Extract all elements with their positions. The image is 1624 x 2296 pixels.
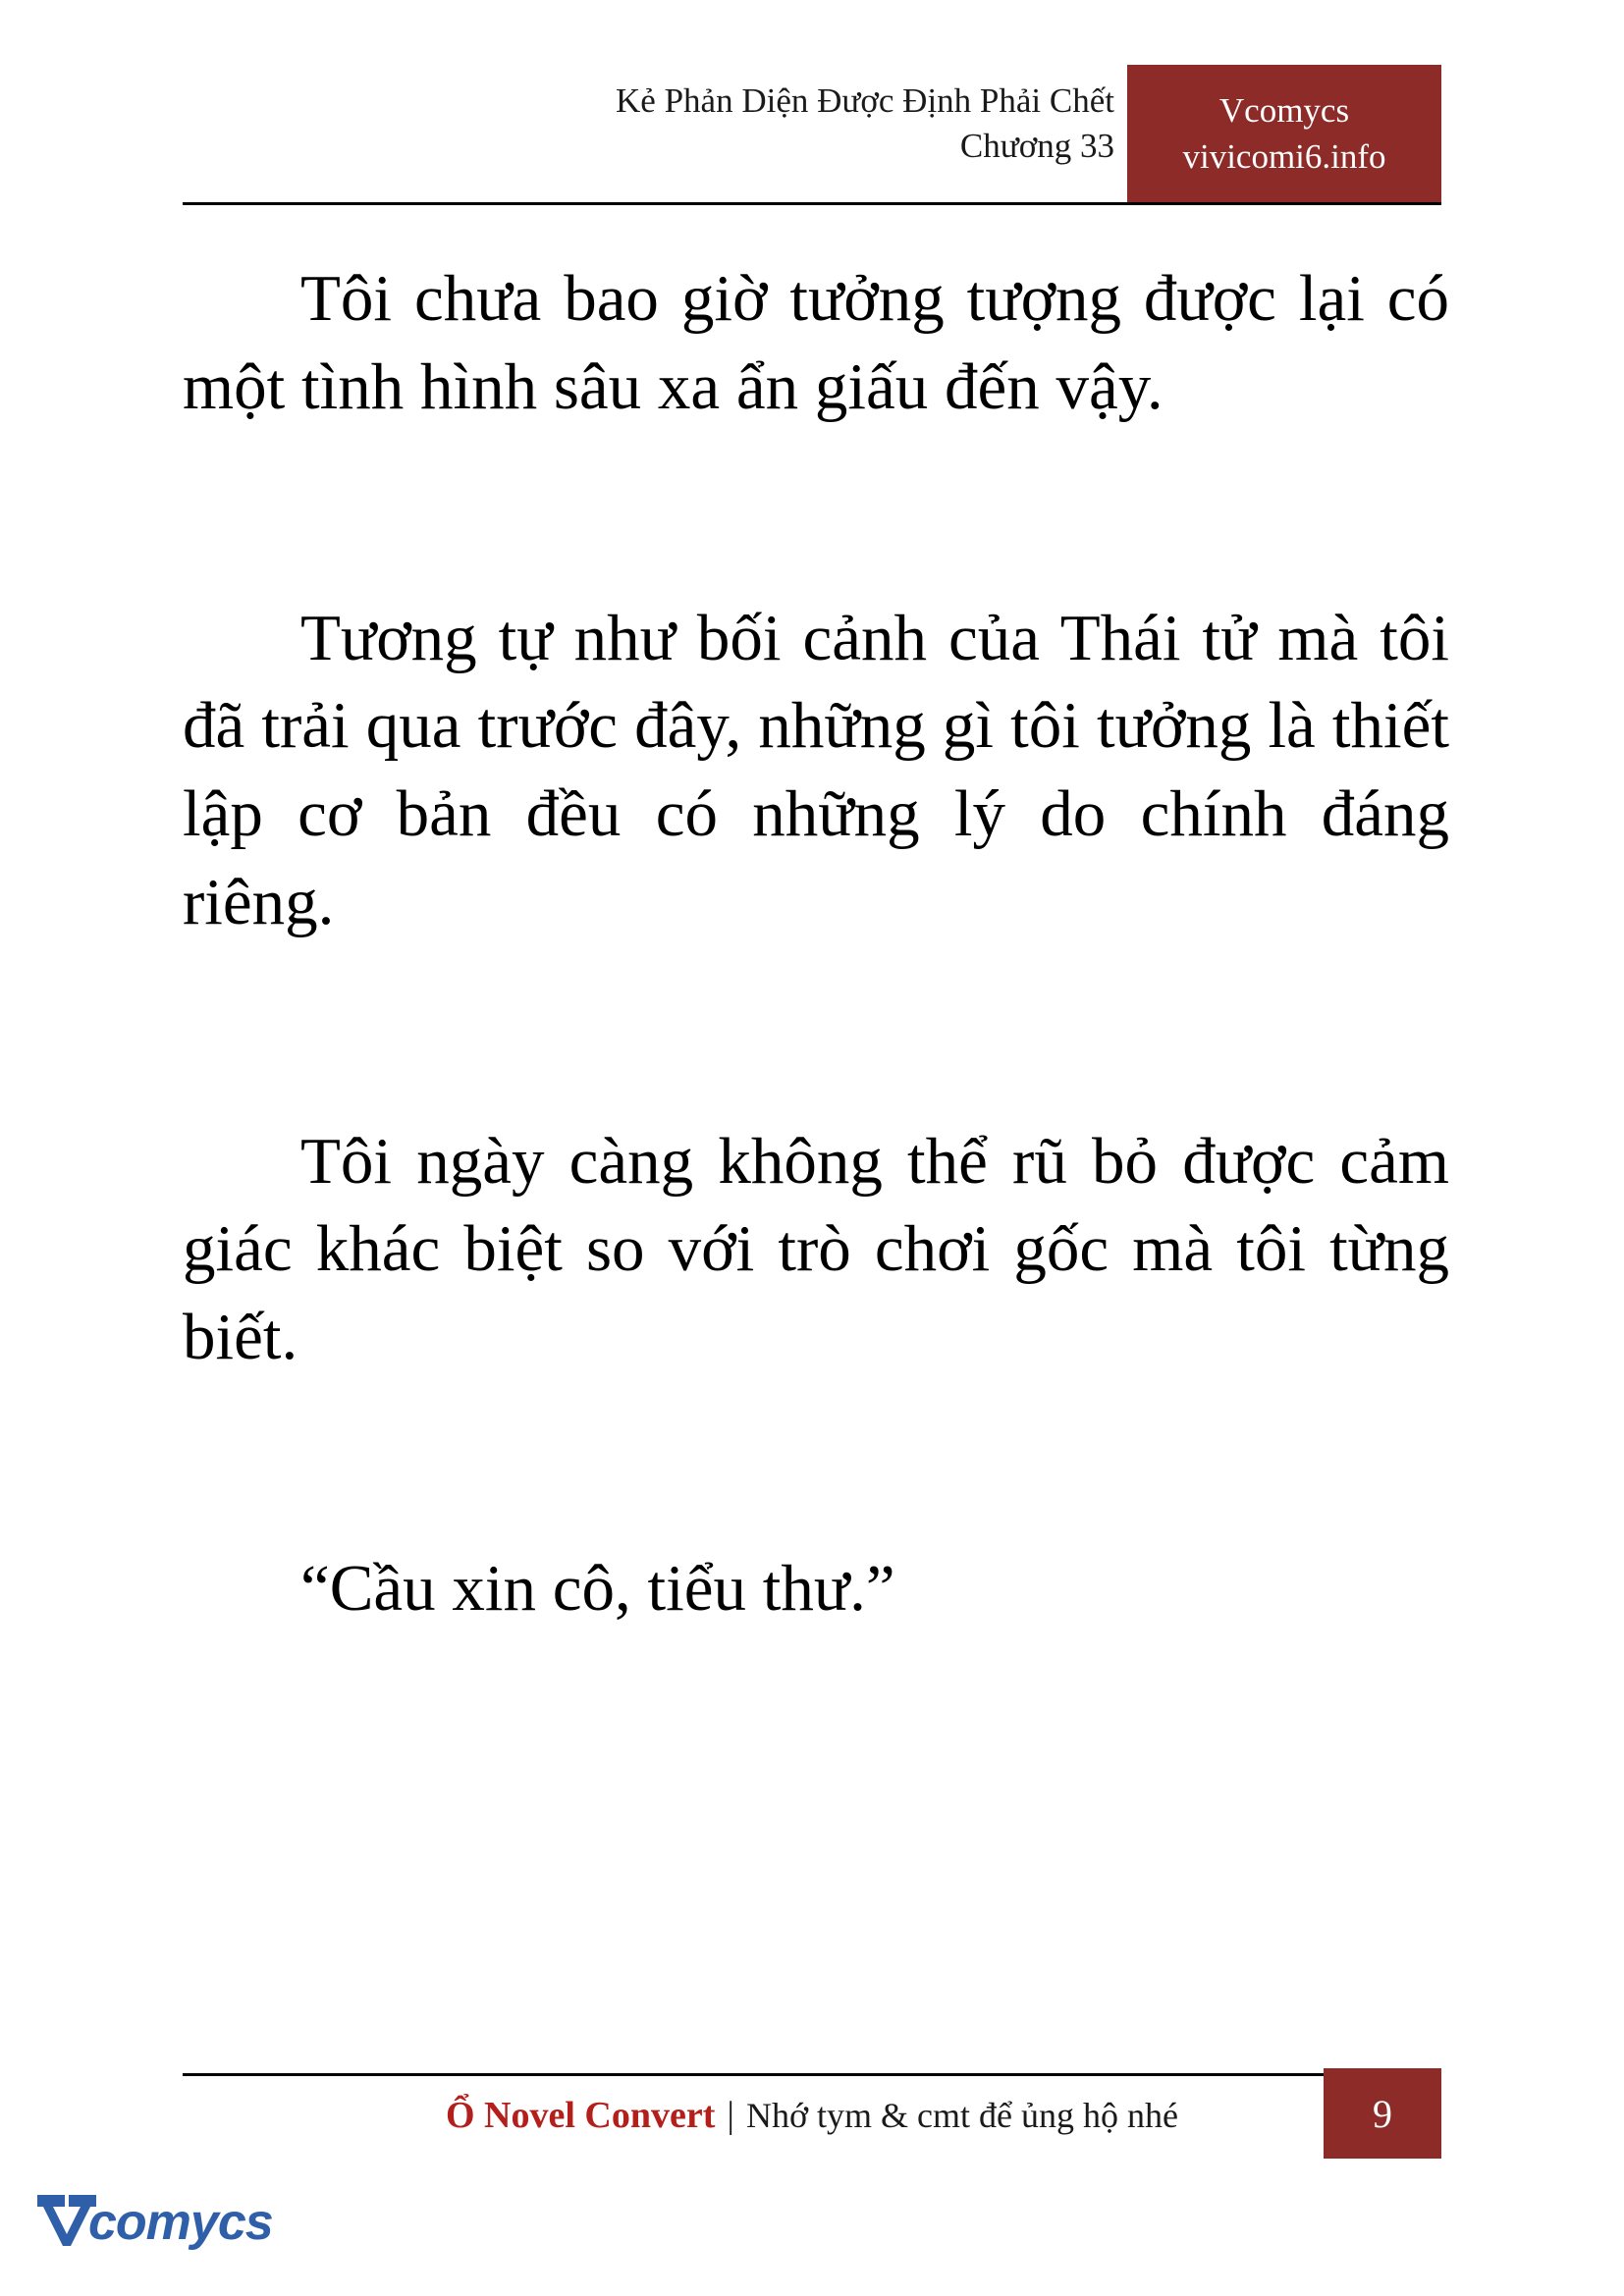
footer-credit — [183, 2076, 1441, 2155]
header-title-line-2: Chương 33 — [959, 127, 1114, 166]
footer-note: Nhớ tym & cmt để ủng hộ nhé — [746, 2096, 1178, 2135]
header-title — [329, 79, 1114, 169]
paragraph-dialogue: “Cầu xin cô, tiểu thư.” — [300, 1551, 895, 1625]
page-number-badge: 9 — [1324, 2068, 1441, 2159]
site-badge-name: Vcomycs — [1218, 90, 1350, 130]
paragraph: Tôi chưa bao giờ tưởng tượng được lại có một tình hình sâu xa ẩn giấu đến vậy. — [183, 262, 1449, 423]
paragraph-spacer — [183, 1041, 1449, 1118]
footer-brand: Ổ Novel Convert — [446, 2095, 716, 2136]
site-badge — [1127, 65, 1441, 202]
page-content — [183, 255, 1449, 1728]
page-footer — [183, 2073, 1441, 2158]
paragraph-spacer — [183, 526, 1449, 595]
page-header — [183, 77, 1441, 204]
watermark-logo — [35, 2187, 273, 2266]
header-divider — [183, 202, 1441, 205]
paragraph: Tương tự như bối cảnh của Thái tử mà tôi đã trải qua trước đây, những gì tôi tưởng là thiết lập cơ bản đều có những lý do chính đáng riêng. — [183, 601, 1449, 938]
paragraph-spacer — [183, 1476, 1449, 1545]
watermark-text: comycs — [88, 2194, 273, 2251]
paragraph: Tôi ngày càng không thể rũ bỏ được cảm giác khác biệt so với trò chơi gốc mà tôi từng biết. — [183, 1124, 1449, 1374]
footer-separator: | — [727, 2095, 734, 2136]
site-badge-url: vivicomi6.info — [1182, 137, 1386, 176]
header-title-line-1: Kẻ Phản Diện Được Định Phải Chết — [616, 81, 1114, 120]
